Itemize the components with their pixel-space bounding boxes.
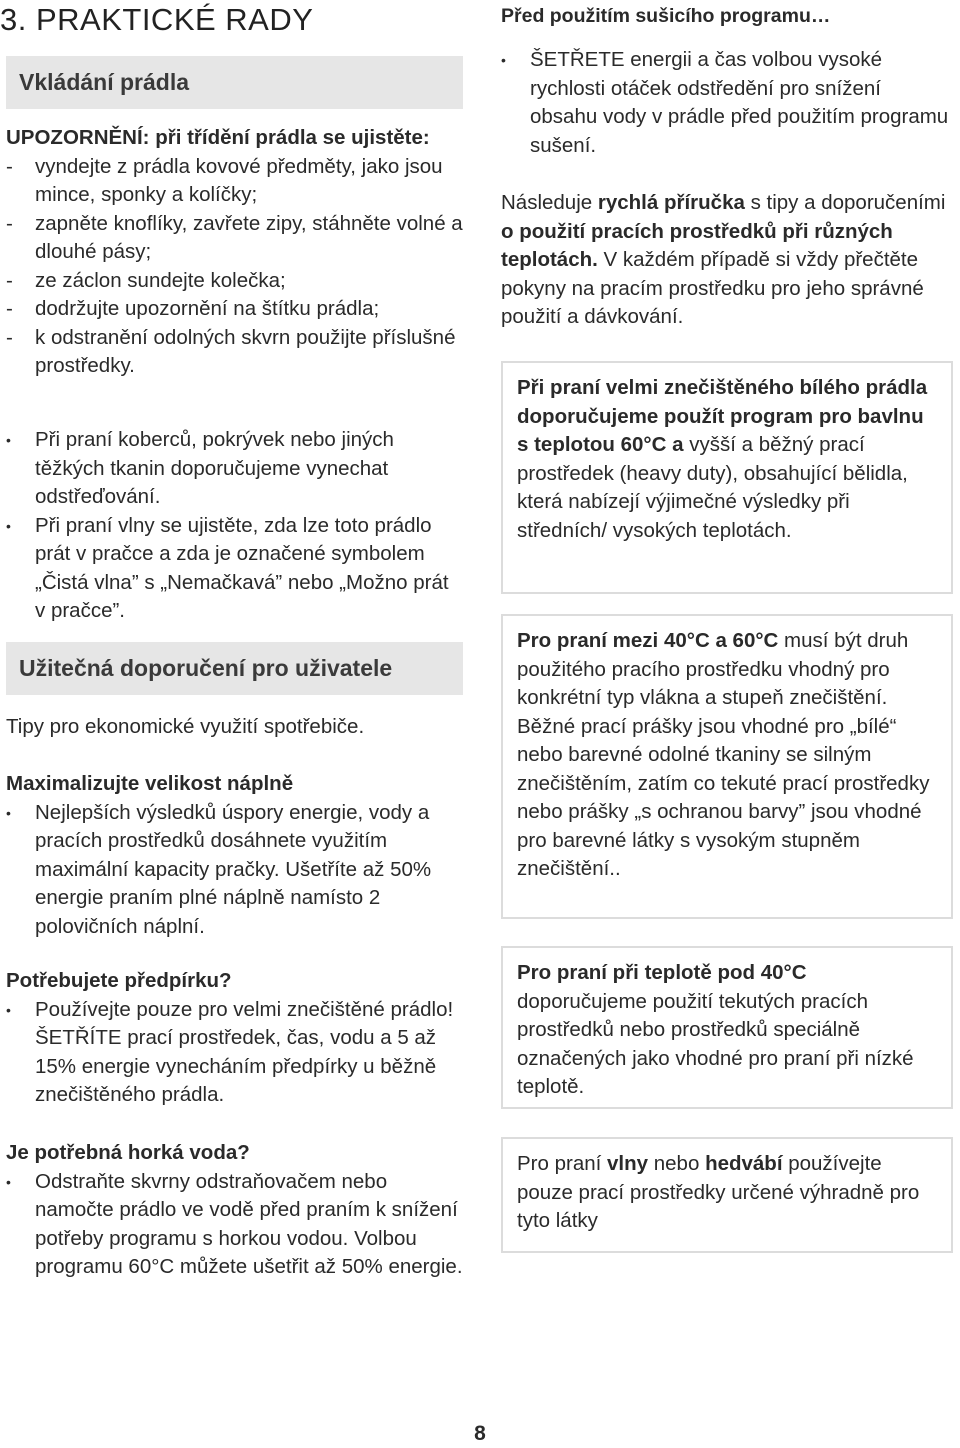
bullet-item <box>6 426 464 512</box>
warning-item <box>6 295 464 324</box>
tip-box-bold: Pro praní mezi 40°C a 60°C <box>517 629 779 652</box>
prewash-heading: Potřebujete předpírku? <box>6 969 232 992</box>
warning-heading: UPOZORNĚNÍ: při třídění prádla se ujistěte: <box>6 126 430 149</box>
bullet-text: Odstraňte skvrny odstraňovačem nebo namočte prádlo ve vodě před praním k snížení potřeby programu s horkou vodou. Volbou programu 60°C můžete ušetřit až 50% energie. <box>35 1169 463 1278</box>
warning-item <box>6 153 464 210</box>
tip-box-body: musí být druh použitého pracího prostředku vhodný pro konkrétní typ vlákna a stupeň znečištění. Běžné prací prášky jsou vhodné pro „bílé“ nebo barevné odolné tkaniny se silným znečištěním, zatím co tekuté prací prostředky nebo prášky „s ochranou barvy” jsou vhodné pro barevné látky s vysokým stupněm znečištění.. <box>517 629 930 880</box>
tip-box-bold: vlny <box>607 1152 649 1175</box>
tip-box-wool-silk <box>501 1137 953 1253</box>
tip-box-text <box>517 1150 937 1236</box>
warning-item <box>6 324 464 381</box>
bullet-item <box>6 512 464 626</box>
tip-box-body: nebo <box>648 1152 706 1175</box>
intro-bold: o použití pracích prostředků při různých teplotách. <box>501 219 893 271</box>
tip-box-bold: Při praní velmi znečištěného bílého prádla doporučujeme použít program pro bavlnu s teplotou 60°C a <box>517 376 928 456</box>
bullet-text: ŠETŘETE energii a čas volbou vysoké rychlosti otáček odstředění pro snížení obsahu vody v prádle před použitím programu sušení. <box>530 48 949 157</box>
section-title-useful: Užitečná doporučení pro uživatele <box>6 642 463 695</box>
maximize-block <box>6 770 464 941</box>
intro-text: s tipy a doporučeními <box>744 191 946 214</box>
tips-text: Tipy pro ekonomické využití spotřebiče. <box>6 715 365 738</box>
tip-box-body: Pro praní <box>517 1152 608 1175</box>
tip-box-text <box>517 627 937 884</box>
warning-item <box>6 267 464 296</box>
intro-bold: rychlá příručka <box>597 191 745 214</box>
detergent-intro <box>501 189 953 332</box>
tips-line <box>6 713 464 742</box>
intro-text: Následuje <box>501 191 598 214</box>
tip-box-white-laundry <box>501 361 953 594</box>
dash-mark: - <box>6 297 13 320</box>
bullet-text: Nejlepších výsledků úspory energie, vody a pracích prostředků dosáhnete využitím maximální kapacity pračky. Ušetříte až 50% energie praním plné náplně namísto 2 polovičních náplní. <box>35 800 432 938</box>
section-title-loading: Vkládání prádla <box>6 56 463 109</box>
warning-item-text: ze záclon sundejte kolečka; <box>35 268 286 292</box>
tip-box-text <box>517 959 937 1102</box>
dash-mark: - <box>6 211 13 235</box>
tip-box-body: vyšší a běžný prací prostředek (heavy duty), obsahující bělidla, která nabízejí výjimečné výsledky při středních/ vysokých teplotách. <box>517 433 908 542</box>
tip-box-under-40 <box>501 946 953 1109</box>
warning-item-text: k odstranění odolných skvrn použijte příslušné prostředky. <box>35 325 456 377</box>
dash-mark: - <box>6 154 13 178</box>
before-drying-bullets <box>501 46 953 160</box>
bullet-text: Při praní koberců, pokrývek nebo jiných těžkých tkanin doporučujeme vynechat odstřeďování. <box>35 428 394 508</box>
loading-bullets <box>6 426 464 626</box>
bullet-text: Používejte pouze pro velmi znečištěné prádlo! ŠETŘÍTE prací prostředek, čas, vodu a 5 až 15% energie vynecháním předpírky u běžně znečištěného prádla. <box>35 997 454 1106</box>
bullet-item <box>501 46 953 160</box>
tip-box-bold: Pro praní při teplotě pod 40°C <box>517 961 807 984</box>
warning-item-text: vyndejte z prádla kovové předměty, jako jsou mince, sponky a kolíčky; <box>35 154 443 206</box>
bullet-item <box>6 996 464 1110</box>
tip-box-body: doporučujeme použití tekutých pracích prostředků nebo prostředků speciálně označených jako vhodné pro praní při nízké teplotě. <box>517 989 914 1098</box>
prewash-block <box>6 967 464 1110</box>
warning-block <box>6 124 464 381</box>
bullet-item <box>6 799 464 942</box>
intro-text: V každém případě si vždy přečtěte pokyny na pracím prostředku pro jeho správné použití a dávkování. <box>501 248 924 328</box>
hotwater-block <box>6 1139 464 1282</box>
bullet-text: Při praní vlny se ujistěte, zda lze toto prádlo prát v pračce a zda je označené symbolem „Čistá vlna” s „Nemačkavá” nebo „Možno prát v pračce”. <box>35 513 449 622</box>
page-title: 3. PRAKTICKÉ RADY <box>0 2 314 37</box>
hotwater-heading: Je potřebná horká voda? <box>6 1141 250 1164</box>
bullet-item <box>6 1168 464 1282</box>
bullet-icon: • <box>6 1001 11 1018</box>
bullet-icon: • <box>6 432 11 448</box>
page-number: 8 <box>474 1422 486 1445</box>
dash-mark: - <box>6 268 13 292</box>
bullet-icon: • <box>6 517 11 534</box>
bullet-icon: • <box>6 1173 11 1190</box>
tip-box-bold: hedvábí <box>705 1152 783 1175</box>
tip-box-40-60 <box>501 614 953 919</box>
tip-box-text <box>517 374 937 545</box>
maximize-heading: Maximalizujte velikost náplně <box>6 772 294 795</box>
warning-item-text: dodržujte upozornění na štítku prádla; <box>35 297 380 320</box>
bullet-icon: • <box>6 804 11 821</box>
before-drying-heading: Před použitím sušicího programu… <box>501 5 831 27</box>
warning-item-text: zapněte knoflíky, zavřete zipy, stáhněte volné a dlouhé pásy; <box>35 211 463 263</box>
dash-mark: - <box>6 325 13 349</box>
bullet-icon: • <box>501 52 506 68</box>
tip-box-body: používejte pouze prací prostředky určené výhradně pro tyto látky <box>517 1152 920 1232</box>
warning-item <box>6 210 464 267</box>
